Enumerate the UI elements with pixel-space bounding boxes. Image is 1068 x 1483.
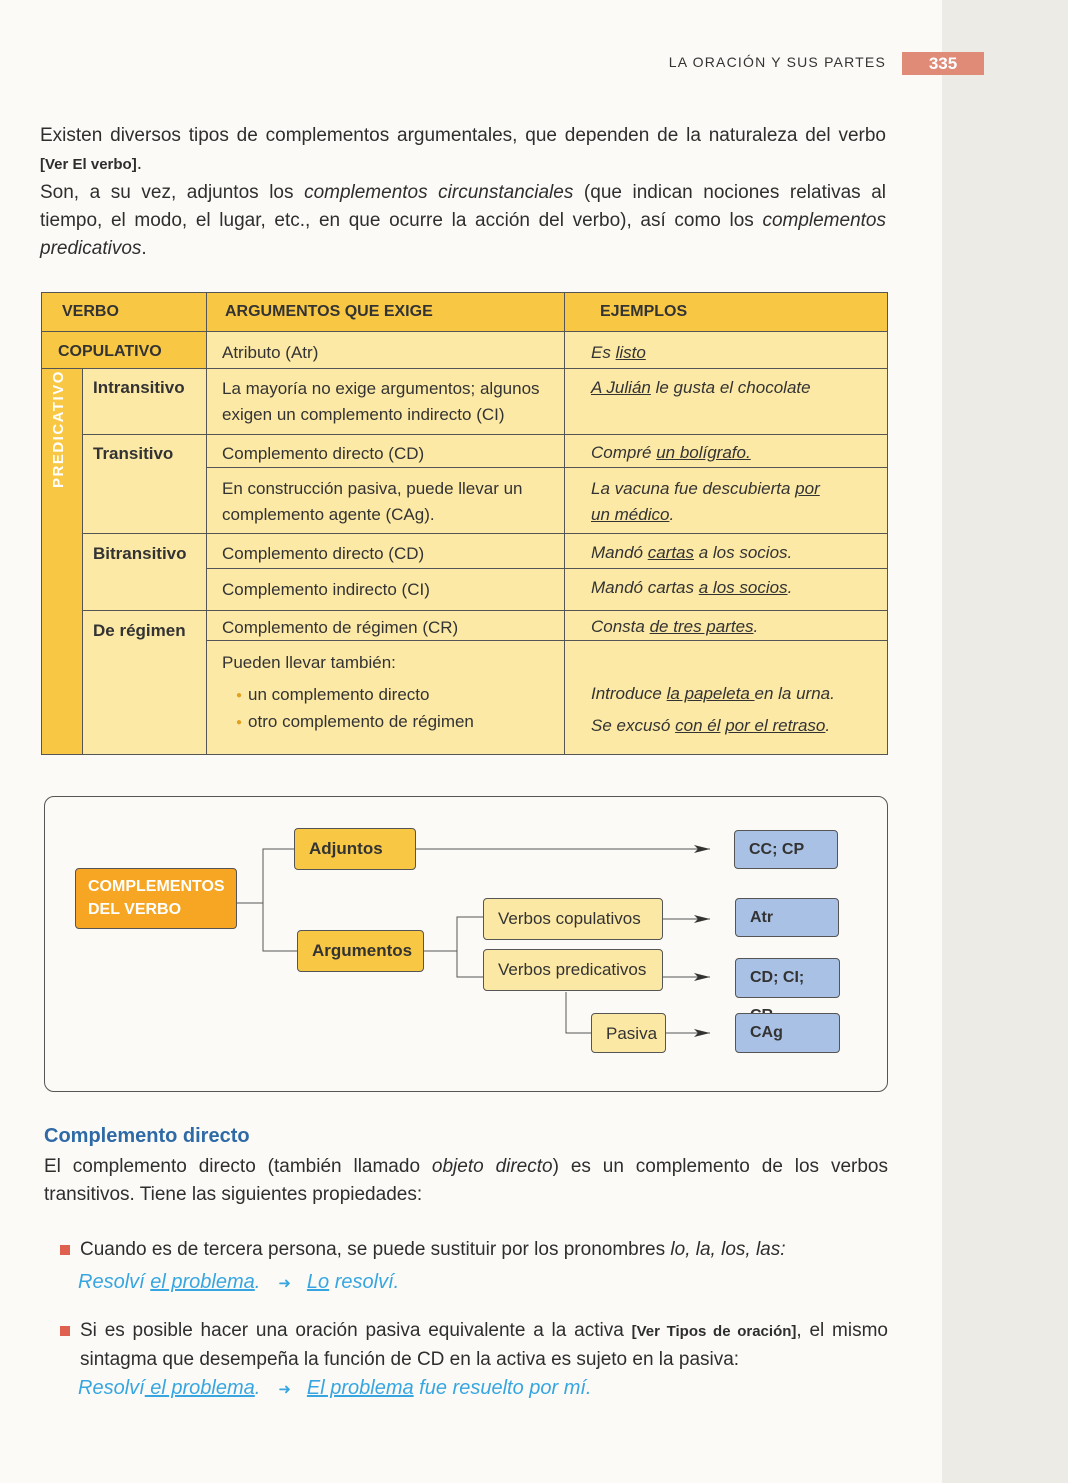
predicativo-label: PREDICATIVO xyxy=(50,370,67,488)
bullet-marker xyxy=(60,1245,70,1255)
intransitivo-label: Intransitivo xyxy=(93,378,185,397)
row-divider xyxy=(82,610,887,611)
copulativo-arg: Atributo (Atr) xyxy=(222,343,319,362)
transitivo-arg-1: Complemento directo (CD) xyxy=(222,444,425,463)
bitransitivo-example-1: Mandó cartas a los socios. xyxy=(591,543,793,562)
transitivo-arg-2: En construcción pasiva, puede llevar un complemento agente (CAg). xyxy=(222,479,523,524)
copulativo-example: Es listo xyxy=(591,343,646,362)
row-divider xyxy=(42,368,887,369)
transitivo-label: Transitivo xyxy=(93,444,174,463)
section-title: Complemento directo xyxy=(44,1125,250,1147)
col-divider xyxy=(206,293,207,754)
cross-reference: [Ver El verbo] xyxy=(40,156,137,173)
header-argumentos: ARGUMENTOS QUE EXIGE xyxy=(225,303,433,320)
col-divider xyxy=(564,293,565,754)
table-header-row xyxy=(42,293,887,331)
col-divider xyxy=(82,368,83,754)
adjuntos-node: Adjuntos xyxy=(294,828,416,870)
output-cc-cp: CC; CP xyxy=(734,830,838,869)
bitransitivo-arg-1: Complemento directo (CD) xyxy=(222,544,425,563)
header-verbo: VERBO xyxy=(62,303,119,320)
bitransitivo-label: Bitransitivo xyxy=(93,544,187,563)
bitransitivo-arg-2: Complemento indirecto (CI) xyxy=(222,580,430,599)
intransitivo-example: A Julián le gusta el chocolate xyxy=(591,378,811,397)
regimen-example-2: Introduce la papeleta en la urna. Se excusó con él por el retraso. xyxy=(591,684,835,735)
output-atr: Atr xyxy=(735,898,839,937)
page-margin xyxy=(942,0,1068,1483)
row-divider xyxy=(42,331,887,332)
section-intro: El complemento directo (también llamado objeto directo) es un complemento de los verbos transitivos. Tiene las siguientes propiedades: xyxy=(44,1156,888,1205)
copulativo-label: COPULATIVO xyxy=(58,343,162,360)
cross-reference: [Ver Tipos de oración] xyxy=(631,1323,797,1340)
verb-arguments-table xyxy=(41,292,888,755)
output-cag: CAg xyxy=(735,1013,840,1053)
transitivo-example-1: Compré un bolígrafo. xyxy=(591,443,751,462)
predicativos-node: Verbos predicativos xyxy=(483,949,663,991)
regimen-arg-1: Complemento de régimen (CR) xyxy=(222,618,459,637)
root-node: COMPLEMENTOS DEL VERBO xyxy=(75,868,237,929)
row-divider xyxy=(206,467,887,468)
running-header: LA ORACIÓN Y SUS PARTES xyxy=(668,54,886,70)
transitivo-example-2: La vacuna fue descubierta por un médico. xyxy=(591,479,820,524)
copulativos-node: Verbos copulativos xyxy=(483,898,663,940)
bullet-marker xyxy=(60,1326,70,1336)
bitransitivo-example-2: Mandó cartas a los socios. xyxy=(591,578,793,597)
header-ejemplos: EJEMPLOS xyxy=(600,303,688,320)
page-number: 335 xyxy=(902,52,984,75)
intro-paragraph-1: Existen diversos tipos de complementos argumentales, que dependen de la naturaleza del verbo [Ver El verbo]. xyxy=(40,125,886,174)
intro-paragraph-2: Son, a su vez, adjuntos los complementos circunstanciales (que indican nociones relativas al tiempo, el modo, el lugar, etc., en que ocurre la acción del verbo), así como los complementos predicativos. xyxy=(40,182,886,259)
regimen-arg-2: Pueden llevar también: ● un complemento directo ● otro complemento de régimen xyxy=(222,650,474,736)
output-cd-ci-cr: CD; CI; xyxy=(735,958,840,998)
argumentos-node: Argumentos xyxy=(297,930,424,972)
regimen-label: De régimen xyxy=(93,621,186,640)
property-1: Cuando es de tercera persona, se puede sustituir por los pronombres lo, la, los, las: xyxy=(80,1239,786,1260)
example-1: Resolví el problema. ➜ Lo resolví. xyxy=(78,1271,400,1293)
row-divider xyxy=(82,533,887,534)
row-divider xyxy=(206,568,887,569)
example-2: Resolví el problema. ➜ El problema fue resuelto por mí. xyxy=(78,1377,592,1399)
property-2: Si es posible hacer una oración pasiva equivalente a la activa [Ver Tipos de oración], el mismo sintagma que desempeña la función de CD en la activa es sujeto en la pasiva: xyxy=(80,1320,888,1370)
intransitivo-arg: La mayoría no exige argumentos; algunos exigen un complemento indirecto (CI) xyxy=(222,379,540,424)
regimen-example-1: Consta de tres partes. xyxy=(591,617,759,636)
row-divider xyxy=(82,434,887,435)
complements-diagram xyxy=(44,796,888,1092)
pasiva-node: Pasiva xyxy=(591,1013,666,1053)
